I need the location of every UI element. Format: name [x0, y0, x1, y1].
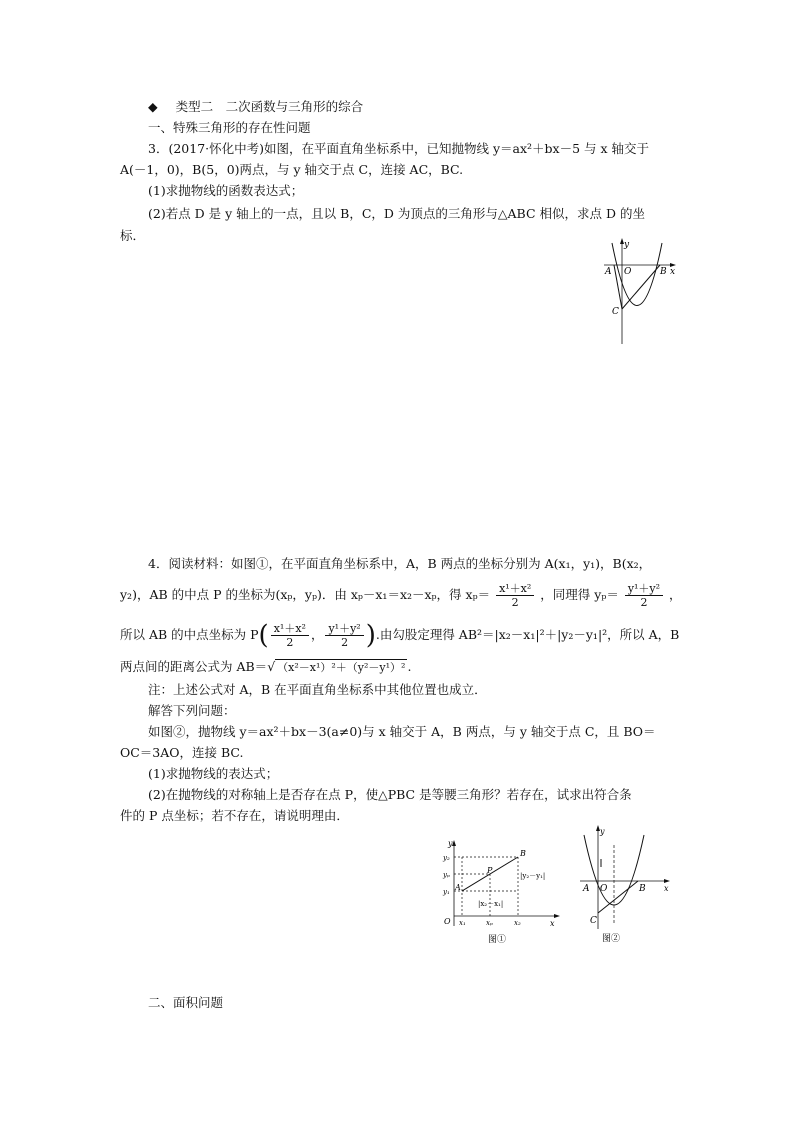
p4-frac-xp-num: x¹＋x² [496, 582, 534, 596]
fig1-y-arrow-icon [452, 840, 456, 846]
subsection-title-1: 一、特殊三角形的存在性问题 [148, 120, 311, 135]
fig1-y-label: y [448, 840, 453, 848]
fig1-dy-label: |y₂－y₁| [520, 872, 546, 880]
p4-frac-yp-num: y¹＋y² [625, 582, 663, 596]
fig3-point-a: A [605, 267, 612, 277]
fig2-caption: 图② [602, 934, 621, 944]
sqrt-icon: √ [267, 659, 276, 674]
p4-line3b: .由勾股定理得 AB²＝|x₂－x₁|²＋|y₂－y₁|²，所以 A，B [375, 627, 680, 642]
fig2-x-label: x [664, 884, 669, 893]
fig2-point-a: A [583, 884, 590, 894]
figure-2 [576, 825, 676, 945]
fig3-y-label: y [624, 240, 630, 250]
p4-mid-frac-y-den: 2 [341, 636, 349, 649]
p4-line3-sep: ， [310, 627, 324, 642]
fig3-point-c: C [612, 307, 619, 317]
subsection-title-2: 二、面积问题 [148, 995, 224, 1010]
fig1-tick-x1: x₁ [459, 919, 466, 927]
fig3-segment-ac [614, 265, 622, 309]
p4-line3 [120, 620, 679, 651]
fig1-tick-xp: xₚ [486, 919, 493, 927]
fig2-origin-o: O [600, 884, 608, 894]
p4-line1: 4．阅读材料：如图①，在平面直角坐标系中，A，B 两点的坐标分别为 A(x₁，y₁)，B(x₂， [148, 556, 652, 571]
p4-question2b: 件的 P 点坐标；若不存在，请说明理由． [120, 808, 349, 823]
p4-line2 [120, 580, 682, 610]
p4-sqrt-expression: （x²－x¹）²＋（y²－y¹）² [277, 661, 406, 674]
p4-frac-yp-den: 2 [640, 596, 648, 609]
fig2-x-arrow-icon [664, 879, 670, 883]
fig2-point-c: C [590, 916, 597, 926]
p4-line2a: y₂)，AB 的中点 P 的坐标为(xₚ，yₚ)．由 xₚ－x₁＝x₂－xₚ，得 xₚ＝ [120, 587, 491, 602]
fig2-y-label: y [600, 827, 605, 836]
figure-problem3 [596, 238, 680, 348]
p4-frac-xp-den: 2 [511, 596, 519, 609]
p4-frac-yp [625, 582, 663, 609]
p4-note: 注：上述公式对 A，B 在平面直角坐标系中其他位置也成立． [148, 682, 487, 697]
fig1-tick-yp: yₚ [443, 871, 450, 879]
p3-question2b: 标． [120, 228, 146, 243]
p4-mid-frac-x-den: 2 [286, 636, 294, 649]
fig2-point-b: B [639, 884, 646, 894]
p3-question2a: (2)若点 D 是 y 轴上的一点，且以 B，C，D 为顶点的三角形与△ABC 相似，求点 D 的坐 [148, 206, 645, 221]
fig1-point-p: P [487, 866, 493, 875]
fig1-origin-o: O [444, 917, 451, 926]
p4-question1: (1)求抛物线的表达式； [148, 766, 279, 781]
p4-question2a: (2)在抛物线的对称轴上是否存在点 P，使△PBC 是等腰三角形？若存在，试求出符合条 [148, 787, 632, 802]
section-heading [148, 99, 363, 115]
p3-line2: A(－1，0)，B(5，0)两点，与 y 轴交于点 C，连接 AC，BC. [120, 162, 464, 177]
p3-line1: 3．(2017·怀化中考)如图，在平面直角坐标系中，已知抛物线 y＝ax²＋bx－5 与 x 轴交于 [148, 141, 650, 156]
p4-line2b: ，同理得 yₚ＝ [540, 587, 619, 602]
section-title: 类型二 二次函数与三角形的综合 [175, 99, 364, 114]
figure-1 [440, 840, 564, 946]
p4-mid-frac-y-num: y¹＋y² [325, 622, 363, 636]
p4-line4a: 两点间的距离公式为 AB＝ [120, 659, 268, 674]
p4-answer-prompt: 解答下列问题： [148, 703, 236, 718]
p4-mid-frac-x-num: x¹＋x² [271, 622, 309, 636]
fig1-tick-y2: y₂ [443, 854, 450, 862]
p4-line2c: ， [669, 587, 682, 602]
fig1-x-label: x [550, 919, 555, 928]
left-paren-icon: ( [258, 620, 269, 651]
p4-mid-frac-y [325, 622, 363, 649]
fig3-origin-o: O [624, 267, 632, 277]
p4-problem-line2: OC＝3AO，连接 BC. [120, 745, 244, 760]
p4-line4b: . [407, 659, 412, 674]
p3-question1: (1)求抛物线的函数表达式； [148, 183, 304, 198]
right-paren-icon: ) [365, 620, 376, 651]
fig3-x-label: x [670, 267, 676, 277]
p4-frac-xp [496, 582, 534, 609]
p4-line3a: 所以 AB 的中点坐标为 P [120, 627, 259, 642]
p4-line4 [120, 659, 411, 676]
fig1-x-arrow-icon [554, 914, 560, 918]
p4-problem-line1: 如图②，抛物线 y＝ax²＋bx－3(a≠0)与 x 轴交于 A，B 两点，与 y 轴交于点 C，且 BO＝ [148, 724, 656, 739]
fig1-caption: 图① [488, 935, 507, 945]
fig1-tick-y1: y₁ [443, 888, 450, 896]
fig1-point-b: B [520, 849, 526, 858]
p4-mid-frac-x [271, 622, 309, 649]
diamond-bullet-icon: ◆ [148, 99, 158, 114]
fig3-point-b: B [660, 267, 667, 277]
fig1-point-a: A [455, 883, 461, 892]
fig1-tick-x2: x₂ [514, 919, 521, 927]
fig1-dx-label: |x₂－x₁| [478, 900, 504, 908]
